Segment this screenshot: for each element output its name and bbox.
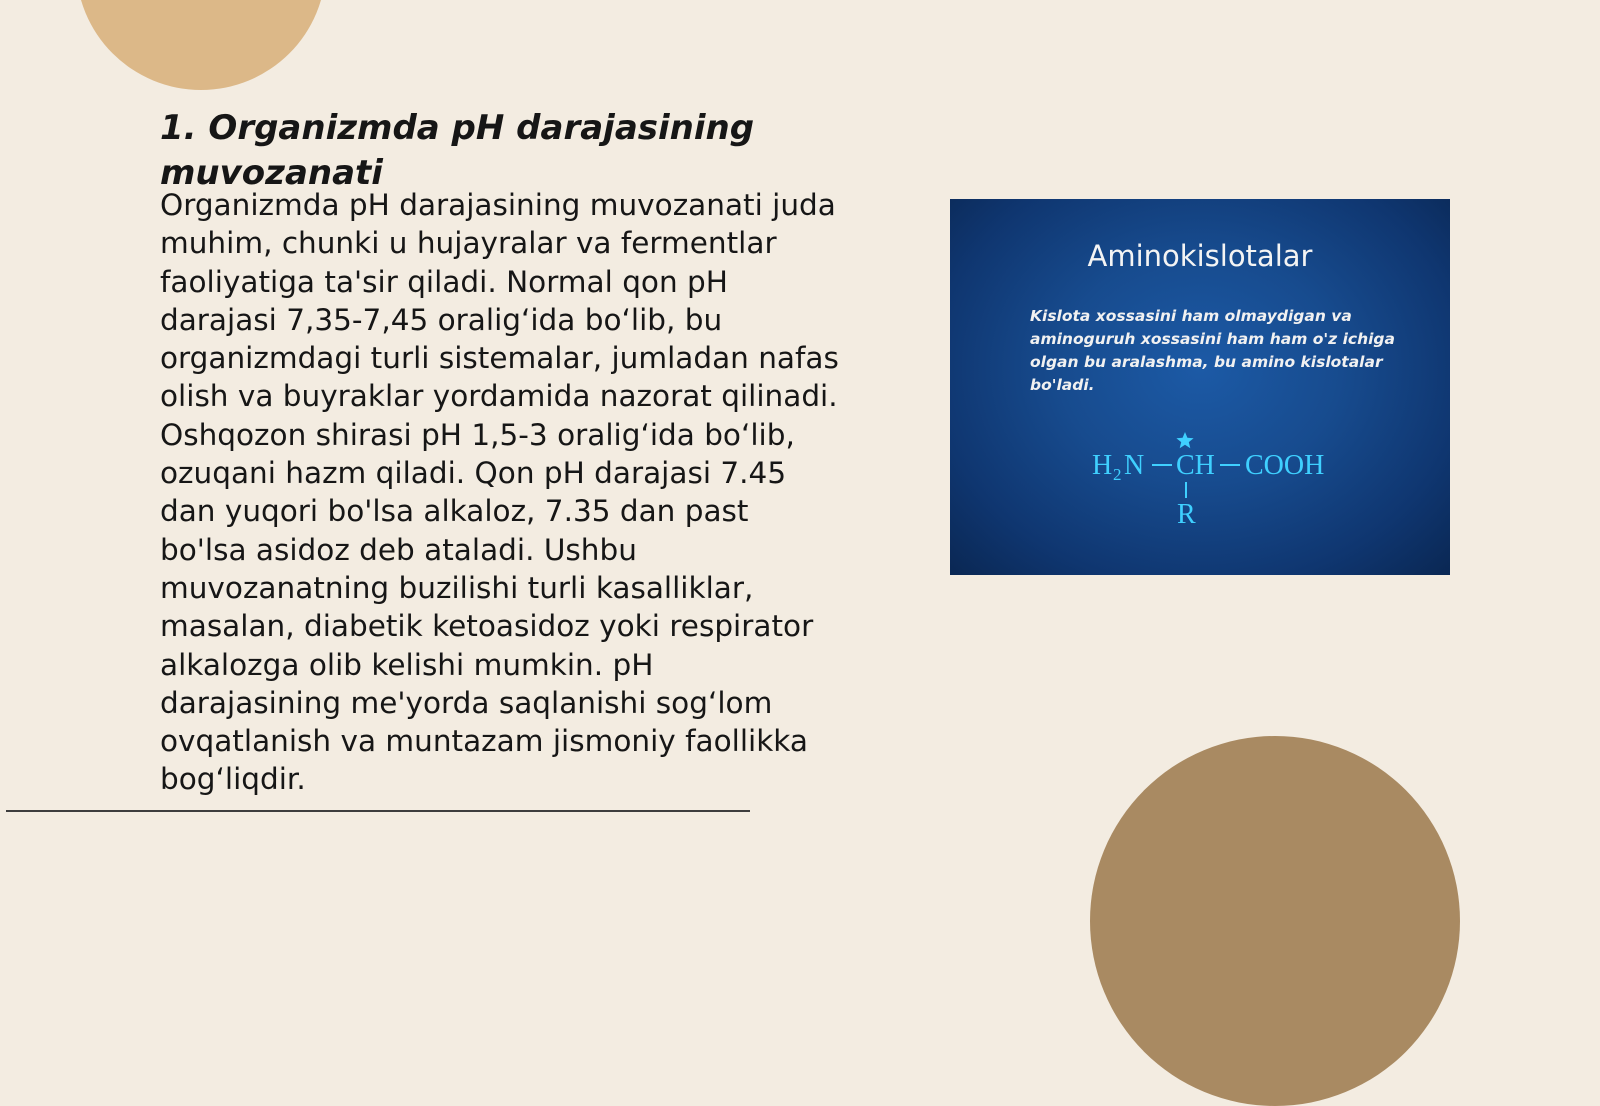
chiral-star-icon <box>1176 432 1193 448</box>
formula-subscript: 2 <box>1113 465 1122 484</box>
divider-line <box>6 810 750 812</box>
decorative-circle-bottom <box>1090 736 1460 1106</box>
amino-acid-formula <box>950 199 1450 575</box>
formula-n: N <box>1124 450 1145 481</box>
formula-r: R <box>1177 499 1196 530</box>
formula-h: H <box>1092 450 1113 481</box>
image-heading: Aminokislotalar <box>1087 239 1313 273</box>
decorative-circle-top <box>76 0 326 90</box>
image-caption: Kislota xossasini ham olmaydigan va aminoguruh xossasini ham ham o'z ichiga olgan bu aralashma, bu amino kislotalar bo'ladi. <box>1030 307 1395 394</box>
formula-ch: CH <box>1176 450 1215 481</box>
slide-body-text: Organizmda pH darajasining muvozanati juda muhim, chunki u hujayralar va fermentlar faoliyatiga ta'sir qiladi. Normal qon pH darajasi 7,35-7,45 oralig‘ida bo‘lib, bu organizmdagi turli sistemalar, jumladan nafas olish va buyraklar yordamida nazorat qilinadi. Oshqozon shirasi pH 1,5-3 oralig‘ida bo‘lib, ozuqani hazm qiladi. Qon pH darajasi 7.45 dan yuqori bo'lsa alkaloz, 7.35 dan past bo'lsa asidoz deb ataladi. Ushbu muvozanatning buzilishi turli kasalliklar, masalan, diabetik ketoasidoz yoki respirator alkalozga olib kelishi mumkin. pH darajasining me'yorda saqlanishi sog‘lom ovqatlanish va muntazam jismoniy faollikka bog‘liqdir. <box>160 188 839 797</box>
amino-acid-image <box>950 199 1450 575</box>
formula-cooh: COOH <box>1245 450 1325 481</box>
slide-title: 1. Organizmda pH darajasining muvozanati <box>160 108 755 193</box>
